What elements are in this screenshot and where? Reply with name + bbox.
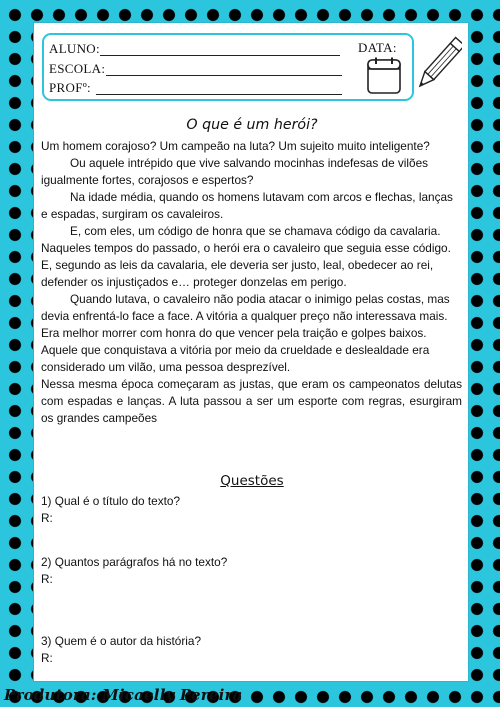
paragraph: Na idade média, quando os homens lutavam com arcos e flechas, lanças e espadas, surgiram os cavaleiros. [41, 190, 453, 221]
paragraph: Um homem corajoso? Um campeão na luta? Um sujeito muito inteligente? [41, 139, 430, 153]
escola-label: ESCOLA: [49, 61, 106, 76]
answer-label: R: [41, 511, 53, 525]
paragraph: Nessa mesma época começaram as justas, que eram os campeonatos delutas com espadas e lanças. A luta passou a ser um esporte com regras, esurgiram os grandes campeões [41, 377, 462, 425]
worksheet-page [33, 22, 469, 682]
prof-line [96, 94, 342, 95]
questions-title: Questões [220, 473, 284, 489]
paragraph: Quando lutava, o cavaleiro não podia atacar o inimigo pelas costas, mas devia enfrentá-lo face a face. A vitória a qualquer preço não interessava mais. Era melhor morrer com honra do que vencer pela traição e golpes baixos. Aquele que conquistava a vitória por meio da crueldade e deslealdade era considerado um vilão, uma pessoa desprezível. [41, 292, 450, 374]
paragraph: Ou aquele intrépido que vive salvando mocinhas indefesas de vilões igualmente fortes, corajosos e espertos? [41, 156, 429, 187]
escola-line [106, 75, 342, 76]
question-text: 1) Qual é o título do texto? [41, 494, 181, 508]
date-label: DATA: [358, 40, 397, 55]
question-1 [41, 493, 180, 527]
text-body [41, 138, 462, 427]
student-info-box [42, 33, 414, 101]
answer-label: R: [41, 572, 53, 586]
question-2 [41, 554, 227, 588]
question-text: 2) Quantos parágrafos há no texto? [41, 555, 228, 569]
prof-label: PROFº: [49, 80, 91, 95]
aluno-label: ALUNO: [49, 41, 100, 56]
aluno-line [100, 55, 340, 56]
paragraph: E, com eles, um código de honra que se chamava código da cavalaria. Naqueles tempos do passado, o herói era o cavaleiro que seguia esse código. E, segundo as leis da cavalaria, ele deveria ser justo, leal, obedecer ao rei, defender os injustiçados e… proteger donzelas em perigo. [41, 224, 451, 289]
pencil-icon [414, 35, 462, 97]
credit-footer: Produtora: Micaelly Pereira [4, 686, 243, 704]
answer-label: R: [41, 651, 53, 665]
question-text: 3) Quem é o autor da história? [41, 634, 202, 648]
text-title: O que é um herói? [186, 117, 318, 133]
question-3 [41, 633, 201, 667]
calendar-icon [366, 57, 402, 95]
